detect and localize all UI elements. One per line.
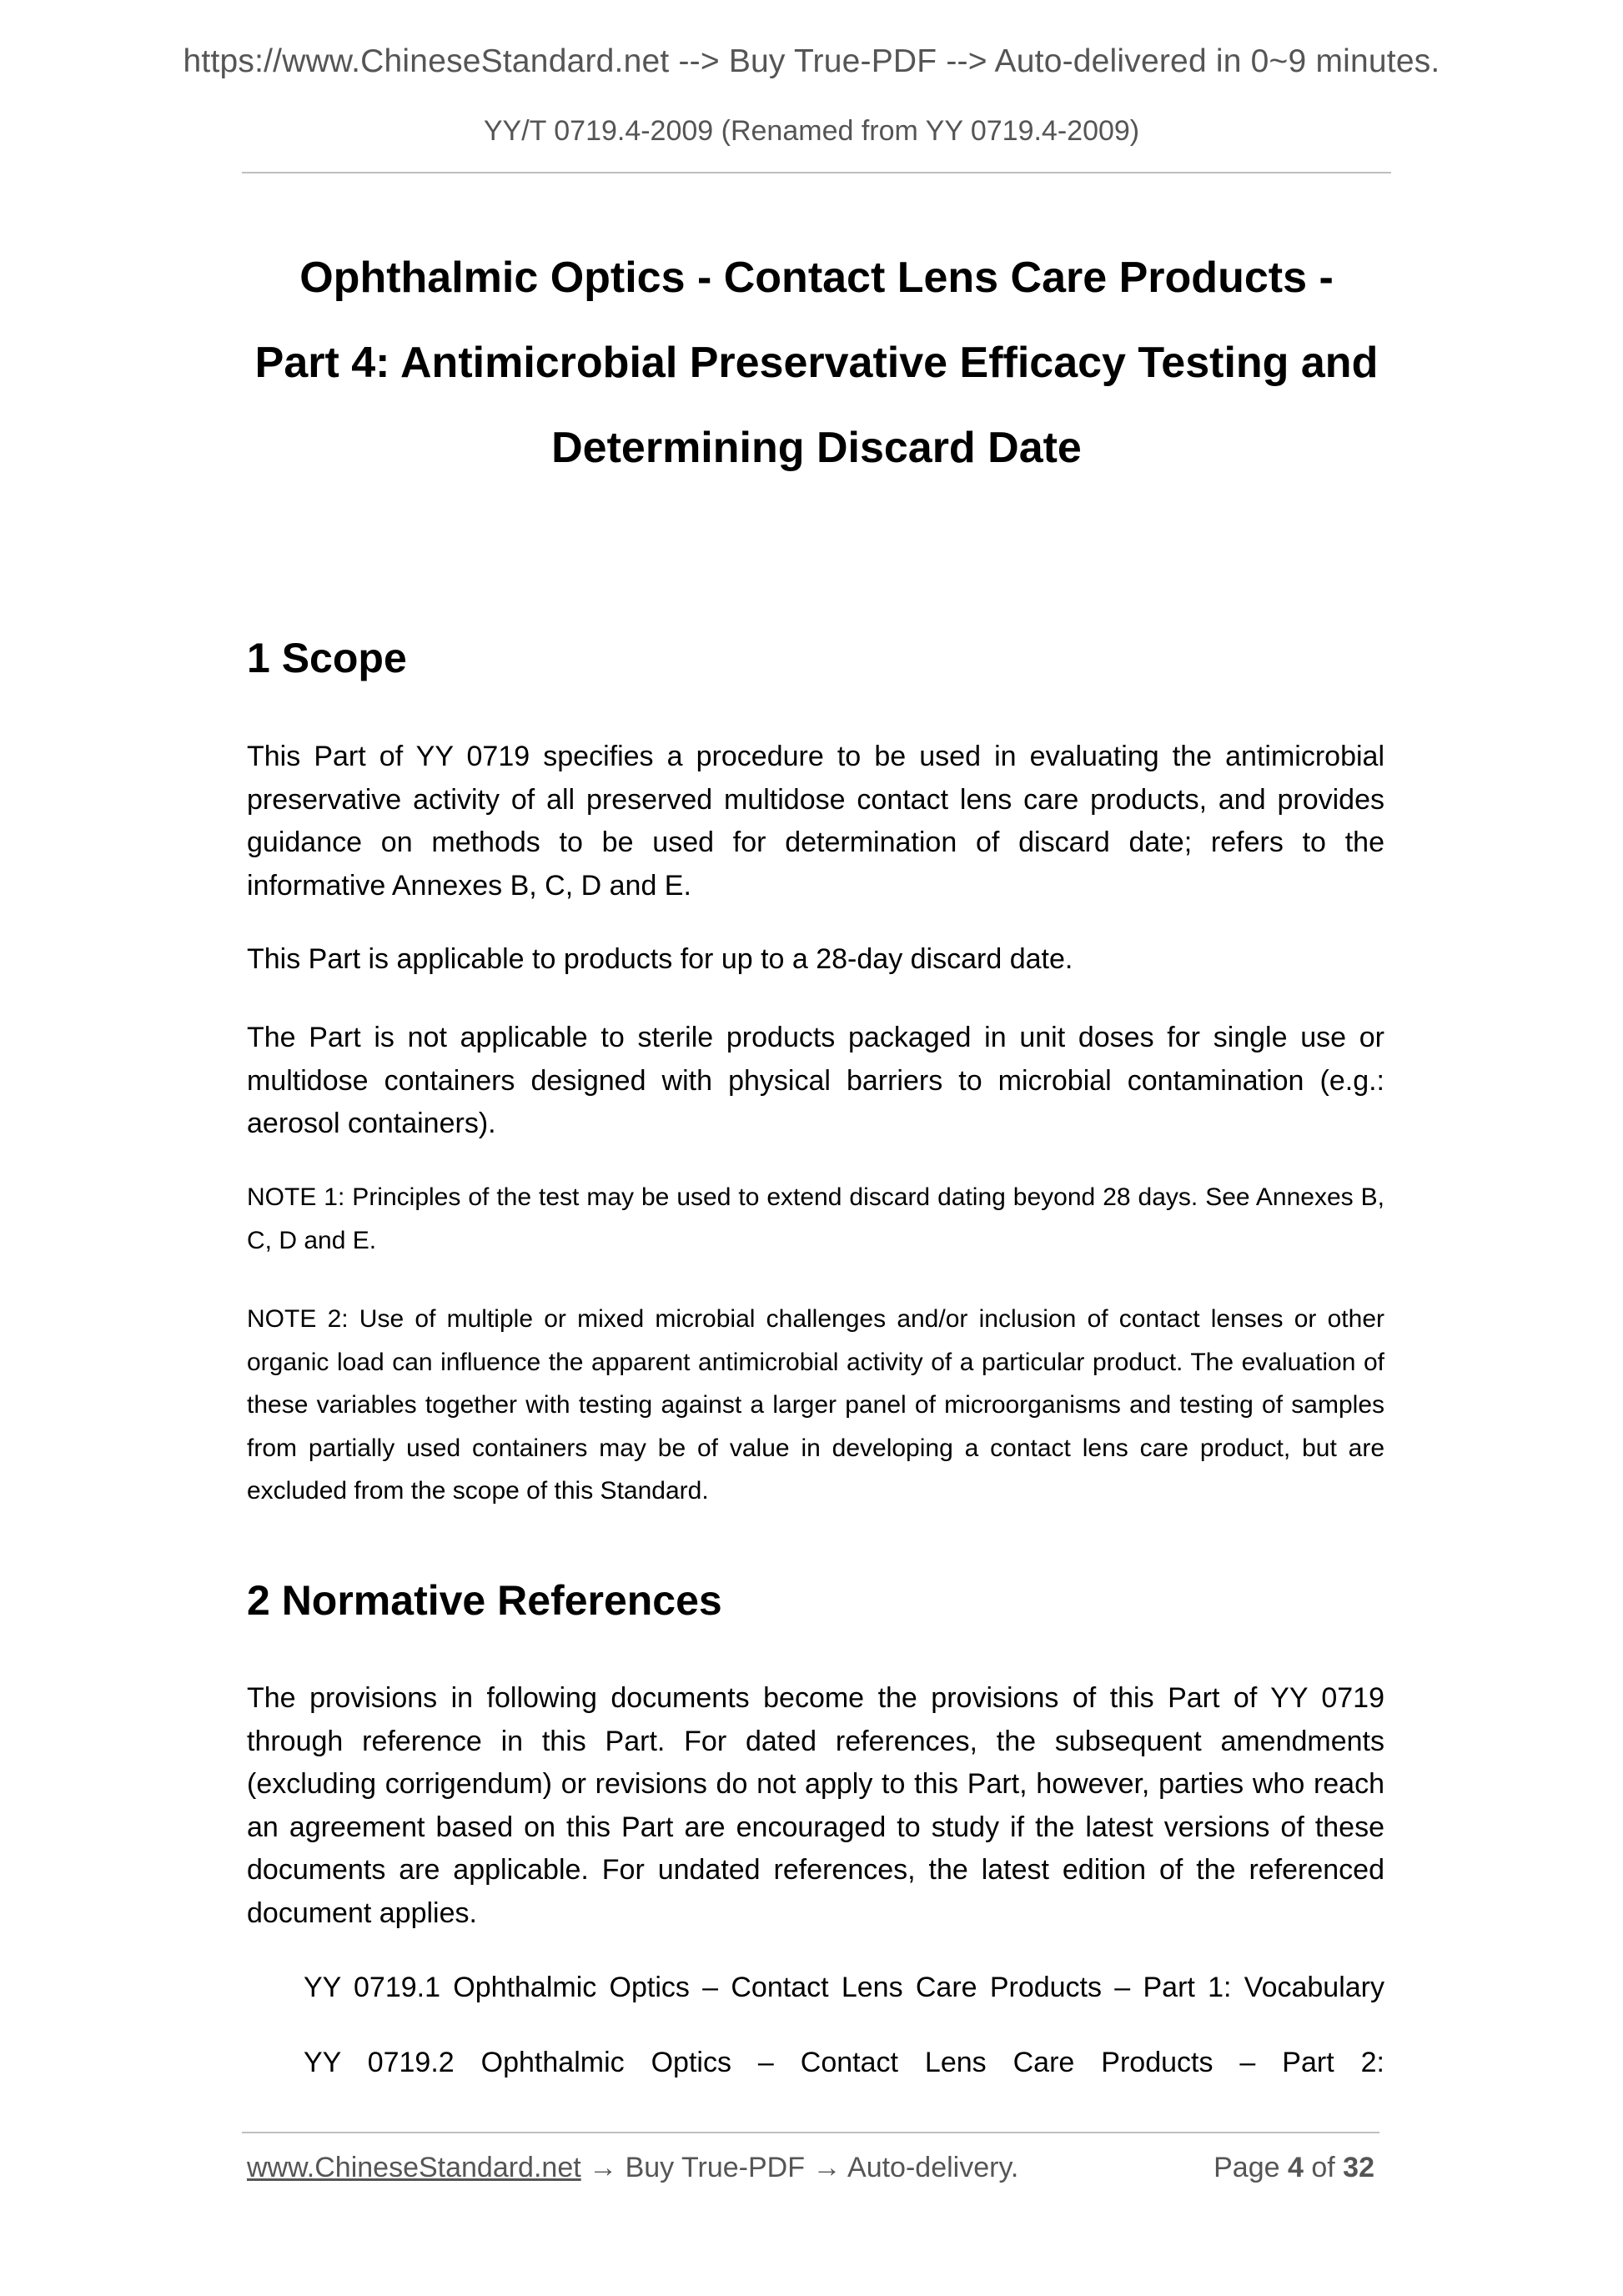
- scope-paragraph-2: This Part is applicable to products for up to a 28-day discard date.: [247, 943, 1073, 975]
- scope-note-1: NOTE 1: Principles of the test may be used to extend discard dating beyond 28 days. See Annexes B, C, D and E.: [247, 1183, 1384, 1254]
- reference-item-2: YY 0719.2 Ophthalmic Optics – Contact Lens Care Products – Part 2:: [304, 2047, 1384, 2078]
- page-number: 4: [1287, 2152, 1304, 2183]
- references-paragraph: The provisions in following documents become the provisions of this Part of YY 0719 through reference in this Part. For dated references, the subsequent amendments (excluding corrigendum) or revisions do not apply to this Part, however, parties who reach an agreement based on this Part are encouraged to study if the latest versions of these documents are applicable. For undated references, the latest edition of the referenced document applies.: [247, 1682, 1384, 1929]
- arrow-right-icon: →: [812, 2152, 842, 2183]
- header-divider: [242, 172, 1391, 173]
- title-line-3: Determining Discard Date: [551, 424, 1082, 472]
- page-of-label: of: [1311, 2152, 1335, 2183]
- page-indicator: [1213, 2152, 1374, 2184]
- footer-promo: [247, 2152, 1018, 2184]
- footer-delivery-text: Auto-delivery.: [847, 2152, 1019, 2183]
- section-2-heading: 2 Normative References: [247, 1577, 722, 1624]
- document-title: [242, 235, 1391, 490]
- footer-buy-text: Buy True-PDF: [625, 2152, 805, 2183]
- title-line-1: Ophthalmic Optics - Contact Lens Care Products -: [299, 254, 1334, 302]
- reference-item-1: YY 0719.1 Ophthalmic Optics – Contact Lens Care Products – Part 1: Vocabulary: [304, 1972, 1384, 2003]
- footer-divider: [242, 2132, 1379, 2133]
- section-1-heading: 1 Scope: [247, 635, 407, 681]
- header-standard-number: YY/T 0719.4-2009 (Renamed from YY 0719.4-2009): [483, 115, 1140, 147]
- page-label: Page: [1213, 2152, 1280, 2183]
- arrow-right-icon: →: [589, 2152, 618, 2183]
- title-line-2: Part 4: Antimicrobial Preservative Efficacy Testing and: [254, 339, 1379, 387]
- footer-website-link[interactable]: www.ChineseStandard.net: [247, 2152, 581, 2183]
- header-url-line: https://www.ChineseStandard.net --> Buy True-PDF --> Auto-delivered in 0~9 minutes.: [183, 43, 1440, 79]
- page-total: 32: [1343, 2152, 1374, 2183]
- scope-paragraph-1: This Part of YY 0719 specifies a procedure to be used in evaluating the antimicrobial preservative activity of all preserved multidose contact lens care products, and provides guidance on methods to be used for determination of discard date; refers to the informative Annexes B, C, D and E.: [247, 741, 1384, 902]
- scope-paragraph-3: The Part is not applicable to sterile products packaged in unit doses for single use or multidose containers designed with physical barriers to microbial contamination (e.g.: aerosol containers).: [247, 1022, 1384, 1139]
- scope-note-2: NOTE 2: Use of multiple or mixed microbial challenges and/or inclusion of contact lenses or other organic load can influence the apparent antimicrobial activity of a particular product. The evaluation of these variables together with testing against a larger panel of microorganisms and testing of samples from partially used containers may be of value in developing a contact lens care product, but are excluded from the scope of this Standard.: [247, 1305, 1384, 1505]
